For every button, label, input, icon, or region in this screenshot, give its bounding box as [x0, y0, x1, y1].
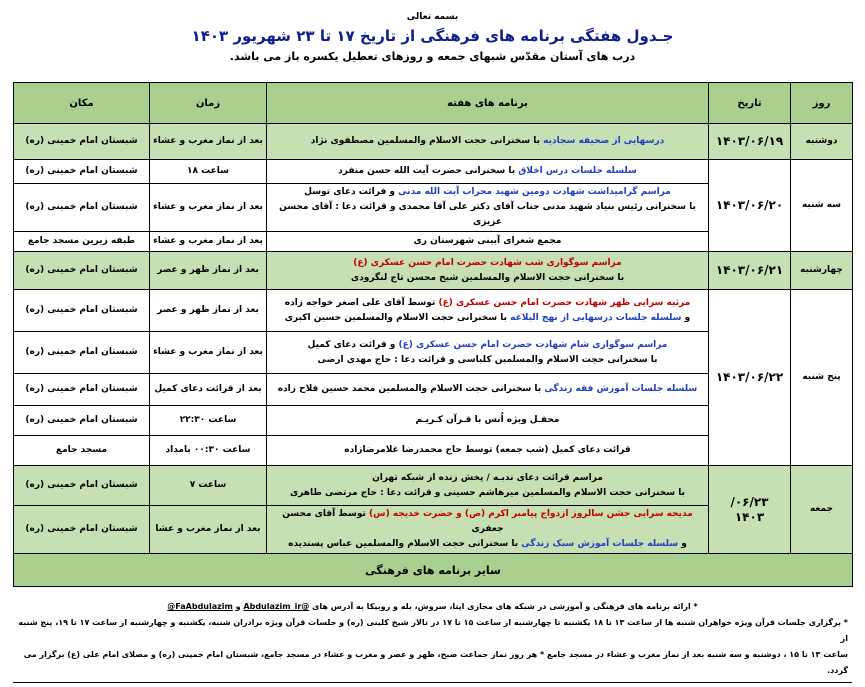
table-row: [14, 124, 853, 160]
time-cell: بعد از نماز مغرب و عشاء: [150, 124, 267, 160]
program-text: و قرائت دعای توسل: [304, 187, 399, 197]
place-cell: شبستان امام خمینی (ره): [14, 290, 150, 332]
time-cell: بعد از نماز مغرب و عشا: [150, 506, 267, 554]
place-cell: شبستان امام خمینی (ره): [14, 184, 150, 232]
program-text: با سخنرانی حجت الاسلام والمسلمین میرهاشم حسینی و قرائت دعا : حاج مرتضی طاهری: [289, 487, 686, 498]
program-cell: [267, 374, 709, 406]
day-cell: سه شنبه: [791, 160, 853, 252]
program-cell: محفـل ویژه اُنس با قـرآن کـریـم: [267, 406, 709, 436]
program-highlight: مراسم گرامیداشت شهادت دومین شهید محراب آیت الله مدنی: [398, 187, 671, 197]
place-cell: طبقه زیرین مسجد جامع: [14, 232, 150, 252]
program-cell: [267, 252, 709, 290]
table-row: [14, 290, 853, 332]
program-text: مراسم قرائت دعای ندبـه / پخش زنده از شبکه تهران: [372, 472, 603, 483]
place-cell: مسجد جامع: [14, 436, 150, 466]
program-text: و: [678, 539, 687, 549]
col-date: تاریخ: [709, 83, 791, 124]
date-part: ۰۶/۲۳/: [730, 494, 769, 509]
program-highlight: مراسم سوگواری شام شهادت حضرت امام حسن عسکری (ع): [398, 339, 668, 350]
day-cell: چهارشنبه: [791, 252, 853, 290]
program-text: توسط آقای محسن جعفری: [282, 509, 504, 534]
page-subtitle: درب های آستان مقدّس شبهای جمعه و روزهای تعطیل یکسره باز می باشد.: [229, 50, 636, 63]
program-highlight: درسهایی از صحیفه سجادیه: [543, 136, 665, 146]
day-cell: دوشنبه: [791, 124, 853, 160]
program-highlight: سلسله جلسات آموزش فقه زندگی: [544, 384, 698, 394]
time-cell: ساعت ۲۲:۳۰: [150, 406, 267, 436]
program-text: با سخنرانی رئیس بنیاد شهید مدنی جناب آقای دکتر علی آقا محمدی و قرائت دعا : آقای محسن عزیزی: [279, 202, 696, 227]
program-text: با سخنرانی حجت الاسلام والمسلمین محمد حسین فلاح زاده: [277, 384, 545, 394]
note-prayers: ساعت ۱۳ تا ۱۵ ، دوشنبه و سه شنبه بعد از نماز مغرب و عشاء در مسجد جامع * هر روز نماز جماعت صبح، ظهر و عصر و مغرب و عشاء در مسجد جامع، شبستان امام خمینی (ره) و مصلای امام علی (ع) برگزار می گردد.: [23, 650, 848, 675]
time-cell: بعد از نماز ظهر و عصر: [150, 252, 267, 290]
date-cell: ۱۴۰۳/۰۶/۲۰: [709, 160, 791, 252]
program-highlight: مرثیه سرایی ظهر شهادت حضرت امام حسن عسکری (ع): [438, 297, 691, 308]
time-cell: بعد از نماز مغرب و عشاء: [150, 332, 267, 374]
table-row: [14, 466, 853, 506]
col-place: مکان: [14, 83, 150, 124]
other-programs-heading: سایر برنامه های فرهنگی: [14, 554, 853, 587]
col-time: زمان: [150, 83, 267, 124]
place-cell: شبستان امام خمینی (ره): [14, 252, 150, 290]
bismillah-heading: بسمه تعالی: [406, 12, 459, 22]
schedule-table: [13, 82, 853, 587]
program-highlight: سلسله جلسات درس اخلاق: [518, 166, 637, 176]
time-cell: بعد از قرائت دعای کمیل: [150, 374, 267, 406]
program-highlight: مدیحه سرایی جشن سالروز ازدواج پیامبر اکرم (ص) و حضرت خدیجه (س): [369, 509, 693, 519]
note-text: و: [232, 602, 244, 611]
day-cell: پنج شنبه: [791, 290, 853, 466]
date-cell: ۱۴۰۳/۰۶/۲۲: [709, 290, 791, 466]
program-highlight: سلسله جلسات آموزش سبک زندگی: [521, 539, 679, 549]
date-cell: ۱۴۰۳/۰۶/۲۱: [709, 252, 791, 290]
table-header-row: [14, 83, 853, 124]
time-cell: بعد از نماز مغرب و عشاء: [150, 184, 267, 232]
note-quran-classes: * برگزاری جلسات قرآن ویژه خواهران شنبه ها از ساعت ۱۳ تا ۱۸ یکشنبه تا چهارشنبه از ساعت ۱۵ تا ۱۷ در تالار شیخ کلینی (ره) و جلسات قرآن ویژه برادران شنبه، یکشنبه و چهارشنبه از ساعت ۱۷ تا ۱۹، پنج شنبه از: [18, 618, 848, 643]
program-highlight: سلسله جلسات درسهایی از نهج البلاغه: [510, 312, 682, 323]
program-cell: [267, 160, 709, 184]
program-cell: [267, 124, 709, 160]
program-text: با سخنرانی حجت الاسلام والمسلمین شیخ محسن تاج لنگرودی: [350, 272, 625, 283]
program-text: و: [681, 312, 691, 323]
program-cell: [267, 332, 709, 374]
date-cell: [709, 466, 791, 554]
program-highlight: مراسم سوگواری شب شهادت حضرت امام حسن عسکری (ع): [353, 257, 622, 268]
place-cell: شبستان امام خمینی (ره): [14, 160, 150, 184]
day-cell: جمعه: [791, 466, 853, 554]
program-text: با سخنرانی حجت الاسلام والمسلمین حسین اکبری: [284, 312, 511, 323]
bottom-border: [13, 682, 852, 683]
time-cell: ساعت ۱۸: [150, 160, 267, 184]
table-row: [14, 252, 853, 290]
time-cell: بعد از نماز ظهر و عصر: [150, 290, 267, 332]
note-online: [17, 599, 848, 615]
time-cell: ساعت ۷: [150, 466, 267, 506]
date-part: ۱۴۰۳: [734, 509, 765, 524]
program-text: با سخنرانی حضرت آیت الله حسن منفرد: [338, 166, 519, 176]
program-text: با سخنرانی حجت الاسلام والمسلمین مصطفوی نژاد: [310, 136, 544, 146]
program-text: و قرائت دعای کمیل: [307, 339, 399, 350]
place-cell: شبستان امام خمینی (ره): [14, 466, 150, 506]
program-cell: [267, 466, 709, 506]
program-text: با سخنرانی حجت الاسلام والمسلمین عباس پسندیده: [288, 539, 522, 549]
place-cell: شبستان امام خمینی (ره): [14, 332, 150, 374]
col-day: روز: [791, 83, 853, 124]
time-cell: بعد از نماز مغرب و عشاء: [150, 232, 267, 252]
social-handle-link[interactable]: @FaAbdulazim: [167, 602, 233, 611]
place-cell: شبستان امام خمینی (ره): [14, 374, 150, 406]
program-cell: مجمع شعرای آیینی شهرستان ری: [267, 232, 709, 252]
program-cell: قرائت دعای کمیل (شب جمعه) توسط حاج محمدرضا غلامرضازاده: [267, 436, 709, 466]
time-cell: ساعت ۰۰:۳۰ بامداد: [150, 436, 267, 466]
note-text: * ارائه برنامه های فرهنگی و آموزشی در شبکه های مجازی ایتا، سروش، بله و روبیکا به آدرس های: [309, 602, 698, 611]
program-text: با سخنرانی حجت الاسلام والمسلمین کلباسی و قرائت دعا : حاج مهدی ارضی: [317, 354, 658, 365]
program-text: توسط آقای علی اصغر خواجه زاده: [284, 297, 439, 308]
place-cell: شبستان امام خمینی (ره): [14, 406, 150, 436]
table-row: [14, 160, 853, 184]
notes-section: [13, 599, 852, 679]
program-cell: [267, 290, 709, 332]
social-handle-link[interactable]: Abdulazim_ir@: [243, 602, 310, 611]
date-cell: ۱۴۰۳/۰۶/۱۹: [709, 124, 791, 160]
other-programs-row: [14, 554, 853, 587]
col-program: برنامه های هفته: [267, 83, 709, 124]
place-cell: شبستان امام خمینی (ره): [14, 124, 150, 160]
place-cell: شبستان امام خمینی (ره): [14, 506, 150, 554]
page-title: جـدول هفتگی برنامه های فرهنگی از تاریخ ۱۷ تا ۲۳ شهریور ۱۴۰۳: [191, 27, 674, 45]
program-cell: [267, 506, 709, 554]
program-cell: [267, 184, 709, 232]
